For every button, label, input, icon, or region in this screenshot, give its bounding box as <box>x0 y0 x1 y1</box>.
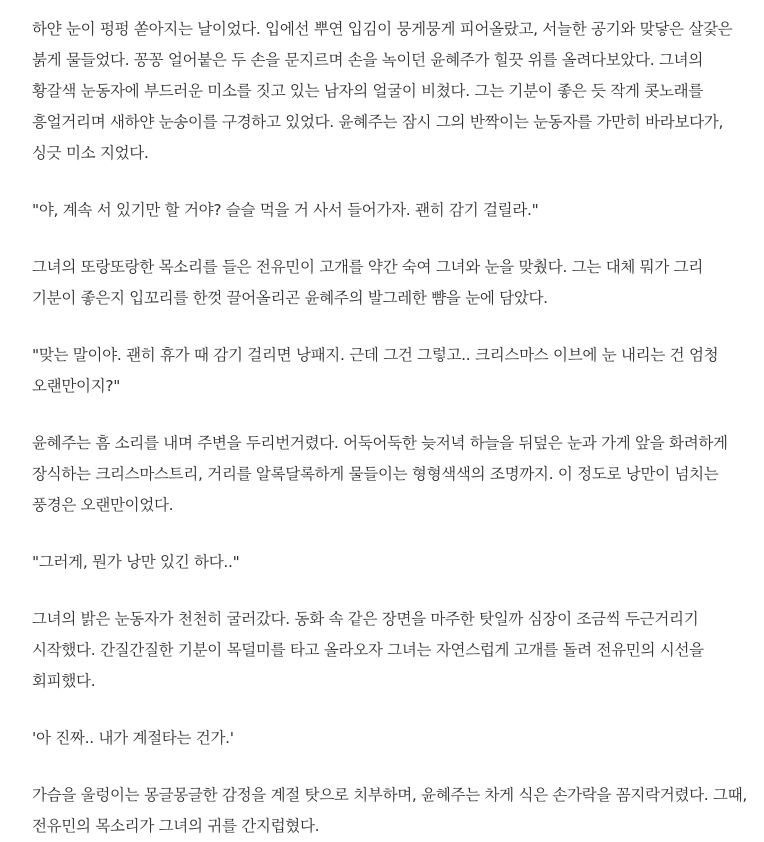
story-paragraph-2: "야, 계속 서 있기만 할 거야? 슬슬 먹을 거 사서 들어가자. 괜히 감기 걸릴라." <box>32 201 539 219</box>
story-paragraph-6: "그러게, 뭔가 낭만 있긴 하다.." <box>32 553 240 571</box>
story-paragraph-7: 그녀의 밝은 눈동자가 천천히 굴러갔다. 동화 속 같은 장면을 마주한 탓일까 심장이 조금씩 두근거리기 시작했다. 간질간질한 기분이 목덜미를 타고 올라오자 그녀는 자연스럽게 고개를 돌려 전유민의 시선을 회피했다. <box>32 610 704 690</box>
story-paragraph-3: 그녀의 또랑또랑한 목소리를 들은 전유민이 고개를 약간 숙여 그녀와 눈을 맞췄다. 그는 대체 뭐가 그리 기분이 좋은지 입꼬리를 한껏 끌어올리곤 윤혜주의 발그레한 뺨을 눈에 담았다. <box>32 258 704 307</box>
story-paragraph-9: 가슴을 울렁이는 몽글몽글한 감정을 계절 탓으로 치부하며, 윤혜주는 차게 식은 손가락을 꼼지락거렸다. 그때, 전유민의 목소리가 그녀의 귀를 간지럽혔다. <box>32 786 748 835</box>
story-paragraph-5: 윤혜주는 흠 소리를 내며 주변을 두리번거렸다. 어둑어둑한 늦저녁 하늘을 뒤덮은 눈과 가게 앞을 화려하게 장식하는 크리스마스트리, 거리를 알록달록하게 물들이는 형형색색의 조명까지. 이 정도로 낭만이 넘치는 풍경은 오랜만이었다. <box>32 434 728 514</box>
story-paragraph-4: "맞는 말이야. 괜히 휴가 때 감기 걸리면 낭패지. 근데 그건 그렇고.. 크리스마스 이브에 눈 내리는 건 엄청 오랜만이지?" <box>32 346 719 395</box>
story-paragraph-8: '아 진짜.. 내가 계절타는 건가.' <box>32 729 234 747</box>
story-paragraph-1: 하얀 눈이 펑펑 쏟아지는 날이었다. 입에선 뿌연 입김이 뭉게뭉게 피어올랐고, 서늘한 공기와 맞닿은 살갗은 붉게 물들었다. 꽁꽁 얼어붙은 두 손을 문지르며 손을 녹이던 윤혜주가 힐끗 위를 올려다보았다. 그녀의 황갈색 눈동자에 부드러운 미소를 짓고 있는 남자의 얼굴이 비쳤다. 그는 기분이 좋은 듯 작게 콧노래를 흥얼거리며 새하얀 눈송이를 구경하고 있었다. 윤혜주는 잠시 그의 반짝이는 눈동자를 가만히 바라보다가, 싱긋 미소 지었다. <box>32 20 733 162</box>
